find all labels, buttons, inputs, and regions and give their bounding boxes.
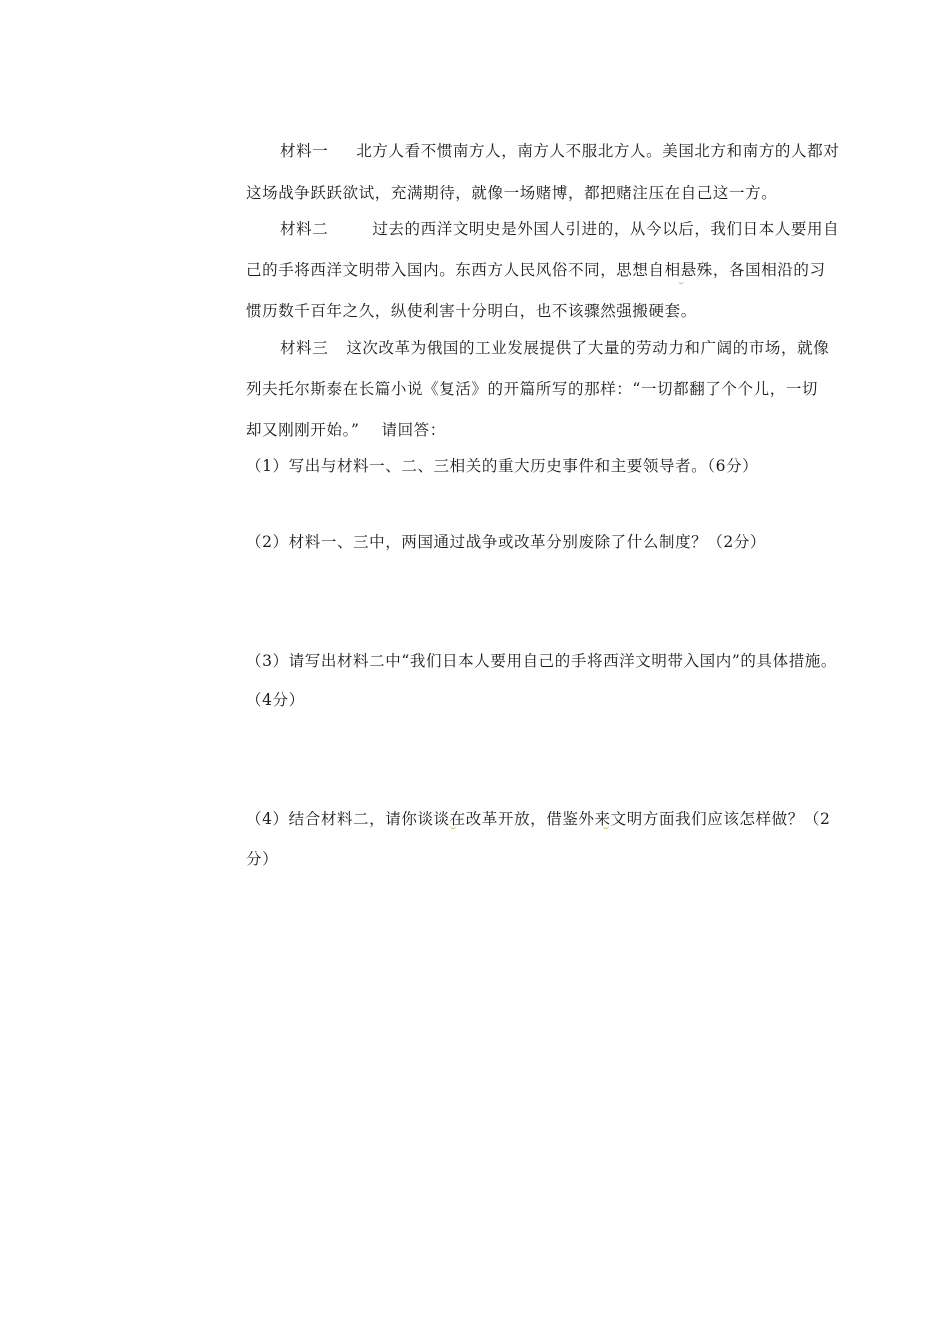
material-3-text-1: 这次改革为俄国的工业发展提供了大量的劳动力和广阔的市场，就像 bbox=[346, 339, 830, 357]
question-1: （1）写出与材料一、二、三相关的重大历史事件和主要领导者。（6分） bbox=[246, 457, 759, 475]
question-3-line-1: （3）请写出材料二中“我们日本人要用自己的手将西洋文明带入国内”的具体措施。 bbox=[246, 652, 838, 670]
material-2-line-2: 己的手将西洋文明带入国内。东西方人民风俗不同，思想自相悬殊，各国相沿的习 bbox=[246, 261, 826, 279]
material-2-text-1: 过去的西洋文明史是外国人引进的，从今以后，我们日本人要用自 bbox=[372, 220, 840, 238]
material-3-line-2: 列夫托尔斯泰在长篇小说《复活》的开篇所写的那样：“一切都翻了个个儿，一切 bbox=[246, 380, 819, 398]
question-3-line-2: （4分） bbox=[246, 691, 305, 709]
material-2-line-1 bbox=[280, 219, 839, 239]
material-2-label: 材料二 bbox=[280, 220, 329, 238]
proofread-mark bbox=[678, 279, 684, 284]
question-2: （2）材料一、三中，两国通过战争或改革分别废除了什么制度？（2分） bbox=[246, 533, 767, 551]
material-3-text-3: 却又刚刚开始。” bbox=[246, 421, 360, 439]
material-3-label: 材料三 bbox=[280, 339, 329, 357]
material-2-line-3: 惯历数千百年之久，纵使利害十分明白，也不该骤然强搬硬套。 bbox=[246, 302, 697, 320]
question-4-line-1: （4）结合材料二，请你谈谈在改革开放，借鉴外来文明方面我们应该怎样做？（2 bbox=[246, 810, 831, 828]
material-3-line-3 bbox=[246, 420, 446, 440]
material-3-line-1 bbox=[280, 338, 829, 358]
material-1-text-1: 北方人看不惯南方人，南方人不服北方人。美国北方和南方的人都对 bbox=[356, 142, 840, 160]
question-4-line-2: 分） bbox=[246, 850, 279, 868]
answer-prompt: 请回答： bbox=[381, 421, 446, 439]
material-1-line-2: 这场战争跃跃欲试，充满期待，就像一场赌博，都把赌注压在自己这一方。 bbox=[246, 184, 778, 202]
material-1-label: 材料一 bbox=[280, 142, 329, 160]
material-1-line-1 bbox=[280, 141, 839, 161]
